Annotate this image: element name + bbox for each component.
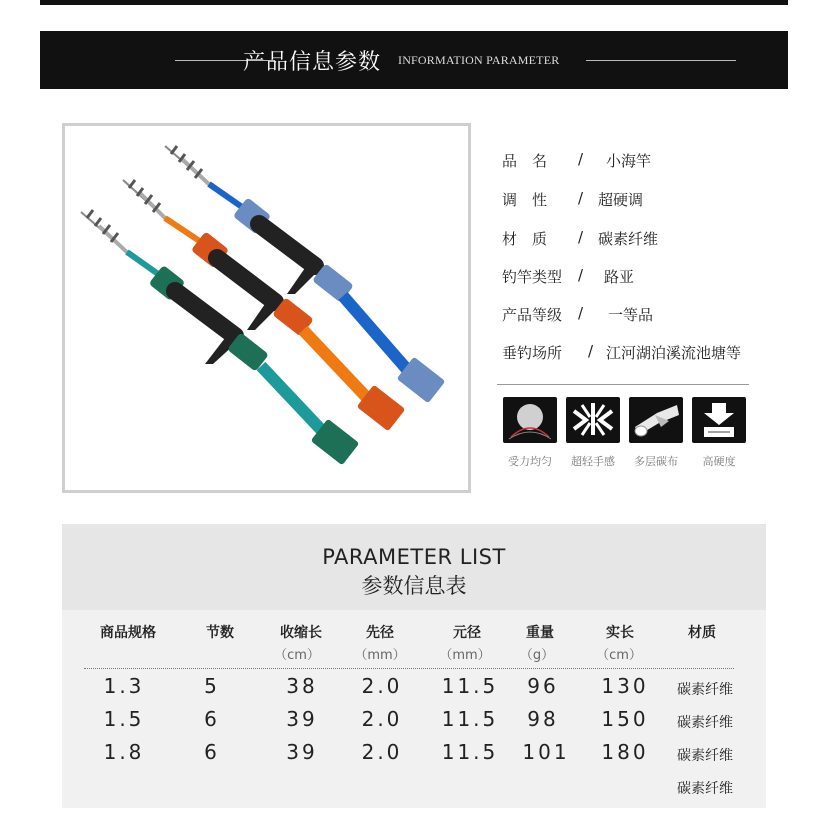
table-cell: 39 <box>286 707 318 731</box>
parameter-list-title-en: PARAMETER LIST <box>322 545 506 569</box>
spec-sep: / <box>578 189 584 207</box>
column-unit: （cm） <box>274 648 320 663</box>
product-photo <box>62 123 471 493</box>
spec-sep: / <box>578 304 584 322</box>
spec-divider <box>497 384 749 385</box>
feature-high-hardness <box>692 397 746 469</box>
table-cell: 96 <box>527 674 559 698</box>
spec-value: 碳素纤维 <box>598 230 659 248</box>
table-cell: 1.3 <box>103 674 145 698</box>
multilayer-carbon-icon <box>629 397 683 443</box>
table-cell: 98 <box>527 707 559 731</box>
balanced-force-icon <box>503 397 557 443</box>
spec-label: 品 名 <box>502 152 548 170</box>
feature-caption: 受力均匀 <box>508 455 552 468</box>
spec-label: 垂钓场所 <box>502 344 563 362</box>
feature-light-feel <box>566 397 620 469</box>
column-unit: （mm） <box>439 648 491 663</box>
banner-title-cn: 产品信息参数 <box>243 50 382 75</box>
column-header: 元径 <box>453 625 481 641</box>
table-cell: 130 <box>601 674 649 698</box>
top-strip <box>40 0 788 5</box>
table-cell-material: 碳素纤维 <box>677 748 733 764</box>
spec-label: 钓竿类型 <box>502 268 563 286</box>
spec-label: 调 性 <box>502 191 548 209</box>
parameter-list-panel <box>62 524 766 808</box>
table-cell: 39 <box>286 740 318 764</box>
rod-blue <box>165 146 445 403</box>
column-header: 先径 <box>366 625 394 641</box>
spec-value: 路亚 <box>604 268 635 286</box>
table-cell: 101 <box>522 740 570 764</box>
table-cell-material: 碳素纤维 <box>677 682 733 698</box>
feature-multilayer-carbon <box>629 397 683 469</box>
table-dotted-rule <box>84 668 734 669</box>
feature-balanced-force <box>503 397 557 469</box>
spec-label: 材 质 <box>502 230 548 248</box>
spec-value: 小海竿 <box>606 152 652 170</box>
table-cell: 2.0 <box>361 707 403 731</box>
parameter-list-title-cn: 参数信息表 <box>361 574 467 598</box>
spec-label: 产品等级 <box>502 306 563 324</box>
table-cell: 5 <box>204 674 220 698</box>
light-feel-icon <box>566 397 620 443</box>
feature-caption: 多层碳布 <box>634 455 678 468</box>
spec-value: 一等品 <box>608 306 654 324</box>
spec-sep: / <box>588 342 594 360</box>
table-cell: 1.5 <box>103 707 145 731</box>
feature-caption: 高硬度 <box>702 455 736 468</box>
column-header: 收缩长 <box>280 625 322 641</box>
table-cell: 11.5 <box>441 740 499 764</box>
fishing-rods-illustration <box>65 126 468 490</box>
table-cell: 38 <box>286 674 318 698</box>
feature-caption: 超轻手感 <box>571 455 615 468</box>
table-cell: 2.0 <box>361 740 403 764</box>
column-unit: （mm） <box>354 648 406 663</box>
spec-value: 超硬调 <box>598 191 644 209</box>
column-unit: （g） <box>519 648 555 663</box>
column-header: 实长 <box>606 625 634 641</box>
table-cell: 6 <box>204 740 220 764</box>
table-cell: 2.0 <box>361 674 403 698</box>
spec-sep: / <box>578 266 584 284</box>
parameter-list-header <box>62 524 766 610</box>
banner-title-en: INFORMATION PARAMETER <box>398 53 560 67</box>
spec-sep: / <box>578 150 584 168</box>
table-cell: 180 <box>601 740 649 764</box>
high-hardness-icon <box>692 397 746 443</box>
table-cell: 1.8 <box>103 740 145 764</box>
table-cell-material-extra: 碳素纤维 <box>677 781 733 797</box>
table-cell: 6 <box>204 707 220 731</box>
table-cell: 11.5 <box>441 707 499 731</box>
table-cell: 11.5 <box>441 674 499 698</box>
spec-value: 江河湖泊溪流池塘等 <box>606 344 742 362</box>
table-cell-material: 碳素纤维 <box>677 715 733 731</box>
column-header: 商品规格 <box>100 625 156 641</box>
section-banner <box>40 31 788 89</box>
spec-sep: / <box>578 228 584 246</box>
column-header: 重量 <box>526 625 554 641</box>
table-cell: 150 <box>601 707 649 731</box>
column-header: 材质 <box>688 625 716 641</box>
banner-line-right <box>586 60 736 61</box>
column-header: 节数 <box>206 625 234 641</box>
column-unit: （cm） <box>596 648 642 663</box>
